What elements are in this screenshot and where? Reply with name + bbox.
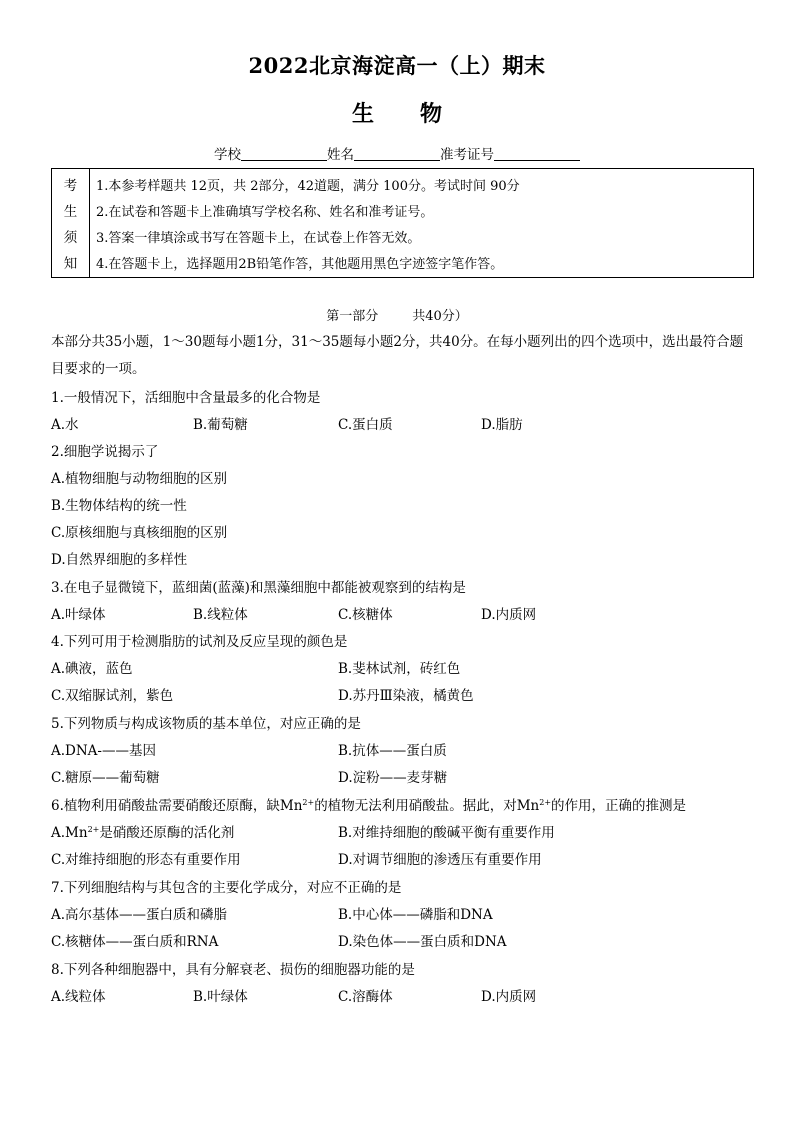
question-3-stem: 3.在电子显微镜下，蓝细菌(蓝藻)和黑藻细胞中都能被观察到的结构是 <box>51 580 466 596</box>
notice-item: 2.在试卷和答题卡上准确填写学校名称、姓名和准考证号。 <box>96 204 434 220</box>
name-blank[interactable] <box>354 146 440 161</box>
question-2-option-a[interactable]: A.植物细胞与动物细胞的区别 <box>51 471 228 487</box>
notice-item: 1.本参考样题共 12页，共 2部分，42道题，满分 100分。考试时间 90分 <box>96 178 520 194</box>
subject-title: 生物 <box>351 101 488 127</box>
section-title: 第一部分 共40分） <box>326 309 468 324</box>
question-3-option-c[interactable]: C.核糖体 <box>338 607 393 623</box>
notice-items <box>90 169 753 277</box>
question-6-option-b[interactable]: B.对维持细胞的酸碱平衡有重要作用 <box>338 825 555 841</box>
question-8-option-d[interactable]: D.内质网 <box>481 989 537 1005</box>
question-7-option-b[interactable]: B.中心体——磷脂和DNA <box>338 907 493 923</box>
question-7-option-c[interactable]: C.核糖体——蛋白质和RNA <box>51 934 219 950</box>
notice-item: 3.答案一律填涂或书写在答题卡上，在试卷上作答无效。 <box>96 230 421 246</box>
question-3-option-d[interactable]: D.内质网 <box>481 607 537 623</box>
school-blank[interactable] <box>241 146 327 161</box>
question-6-option-a[interactable]: $A.Mn^{2+}$是硝酸还原酶的活化剂 <box>51 825 235 841</box>
question-5-option-a[interactable]: A.DNA-——基因 <box>51 743 156 759</box>
question-4-stem: 4.下列可用于检测脂肪的试剂及反应呈现的颜色是 <box>51 634 348 650</box>
question-6-stem: 6.植物利用硝酸盐需要硝酸还原酶，缺$Mn^{2+}$的植物无法利用硝酸盐。据此，对$Mn^{2+}$的作用，正确的推测是 <box>51 798 687 814</box>
notice-label: 考 生 须 知 <box>52 169 90 277</box>
question-8-option-b[interactable]: B.叶绿体 <box>193 989 248 1005</box>
question-2-option-c[interactable]: C.原核细胞与真核细胞的区别 <box>51 525 228 541</box>
question-5-option-d[interactable]: D.淀粉——麦芽糖 <box>338 770 448 786</box>
question-2-stem: 2.细胞学说揭示了 <box>51 444 159 460</box>
question-7-option-a[interactable]: A.高尔基体——蛋白质和磷脂 <box>51 907 228 923</box>
question-6-option-c[interactable]: C.对维持细胞的形态有重要作用 <box>51 852 241 868</box>
question-8-option-a[interactable]: A.线粒体 <box>51 989 106 1005</box>
question-1-option-b[interactable]: B.葡萄糖 <box>193 417 248 433</box>
exam-no-blank[interactable] <box>494 146 580 161</box>
question-4-option-d[interactable]: D.苏丹Ⅲ染液，橘黄色 <box>338 688 474 704</box>
question-1-option-c[interactable]: C.蛋白质 <box>338 417 393 433</box>
question-7-stem: 7.下列细胞结构与其包含的主要化学成分，对应不正确的是 <box>51 880 402 896</box>
exam-no-label: 准考证号 <box>440 147 494 163</box>
name-label: 姓名 <box>327 147 354 163</box>
notice-item: 4.在答题卡上，选择题用2B铅笔作答，其他题用黑色字迹签字笔作答。 <box>96 256 504 272</box>
section-intro: 本部分共35小题，1～30题每小题1分，31～35题每小题2分，共40分。在每小题列出的四个选项中，选出最符合题目要求的一项。 <box>51 334 744 377</box>
question-6-option-d[interactable]: D.对调节细胞的渗透压有重要作用 <box>338 852 542 868</box>
question-2-option-d[interactable]: D.自然界细胞的多样性 <box>51 552 188 568</box>
school-label: 学校 <box>214 147 241 163</box>
question-1-option-d[interactable]: D.脂肪 <box>481 417 523 433</box>
question-7-option-d[interactable]: D.染色体——蛋白质和DNA <box>338 934 507 950</box>
question-1-option-a[interactable]: A.水 <box>51 417 79 433</box>
exam-notice-box <box>51 168 754 278</box>
question-5-option-b[interactable]: B.抗体——蛋白质 <box>338 743 447 759</box>
question-5-option-c[interactable]: C.糖原——葡萄糖 <box>51 770 160 786</box>
exam-title: 2022北京海淀高一（上）期末 <box>248 53 546 78</box>
question-4-option-b[interactable]: B.斐林试剂，砖红色 <box>338 661 461 677</box>
question-3-option-a[interactable]: A.叶绿体 <box>51 607 106 623</box>
question-4-option-c[interactable]: C.双缩脲试剂，紫色 <box>51 688 174 704</box>
question-2-option-b[interactable]: B.生物体结构的统一性 <box>51 498 187 514</box>
question-4-option-a[interactable]: A.碘液，蓝色 <box>51 661 133 677</box>
question-8-option-c[interactable]: C.溶酶体 <box>338 989 393 1005</box>
question-1-stem: 1.一般情况下，活细胞中含量最多的化合物是 <box>51 390 321 406</box>
question-5-stem: 5.下列物质与构成该物质的基本单位，对应正确的是 <box>51 716 361 732</box>
question-8-stem: 8.下列各种细胞器中，具有分解衰老、损伤的细胞器功能的是 <box>51 962 415 978</box>
question-3-option-b[interactable]: B.线粒体 <box>193 607 248 623</box>
student-info-line <box>0 143 794 163</box>
